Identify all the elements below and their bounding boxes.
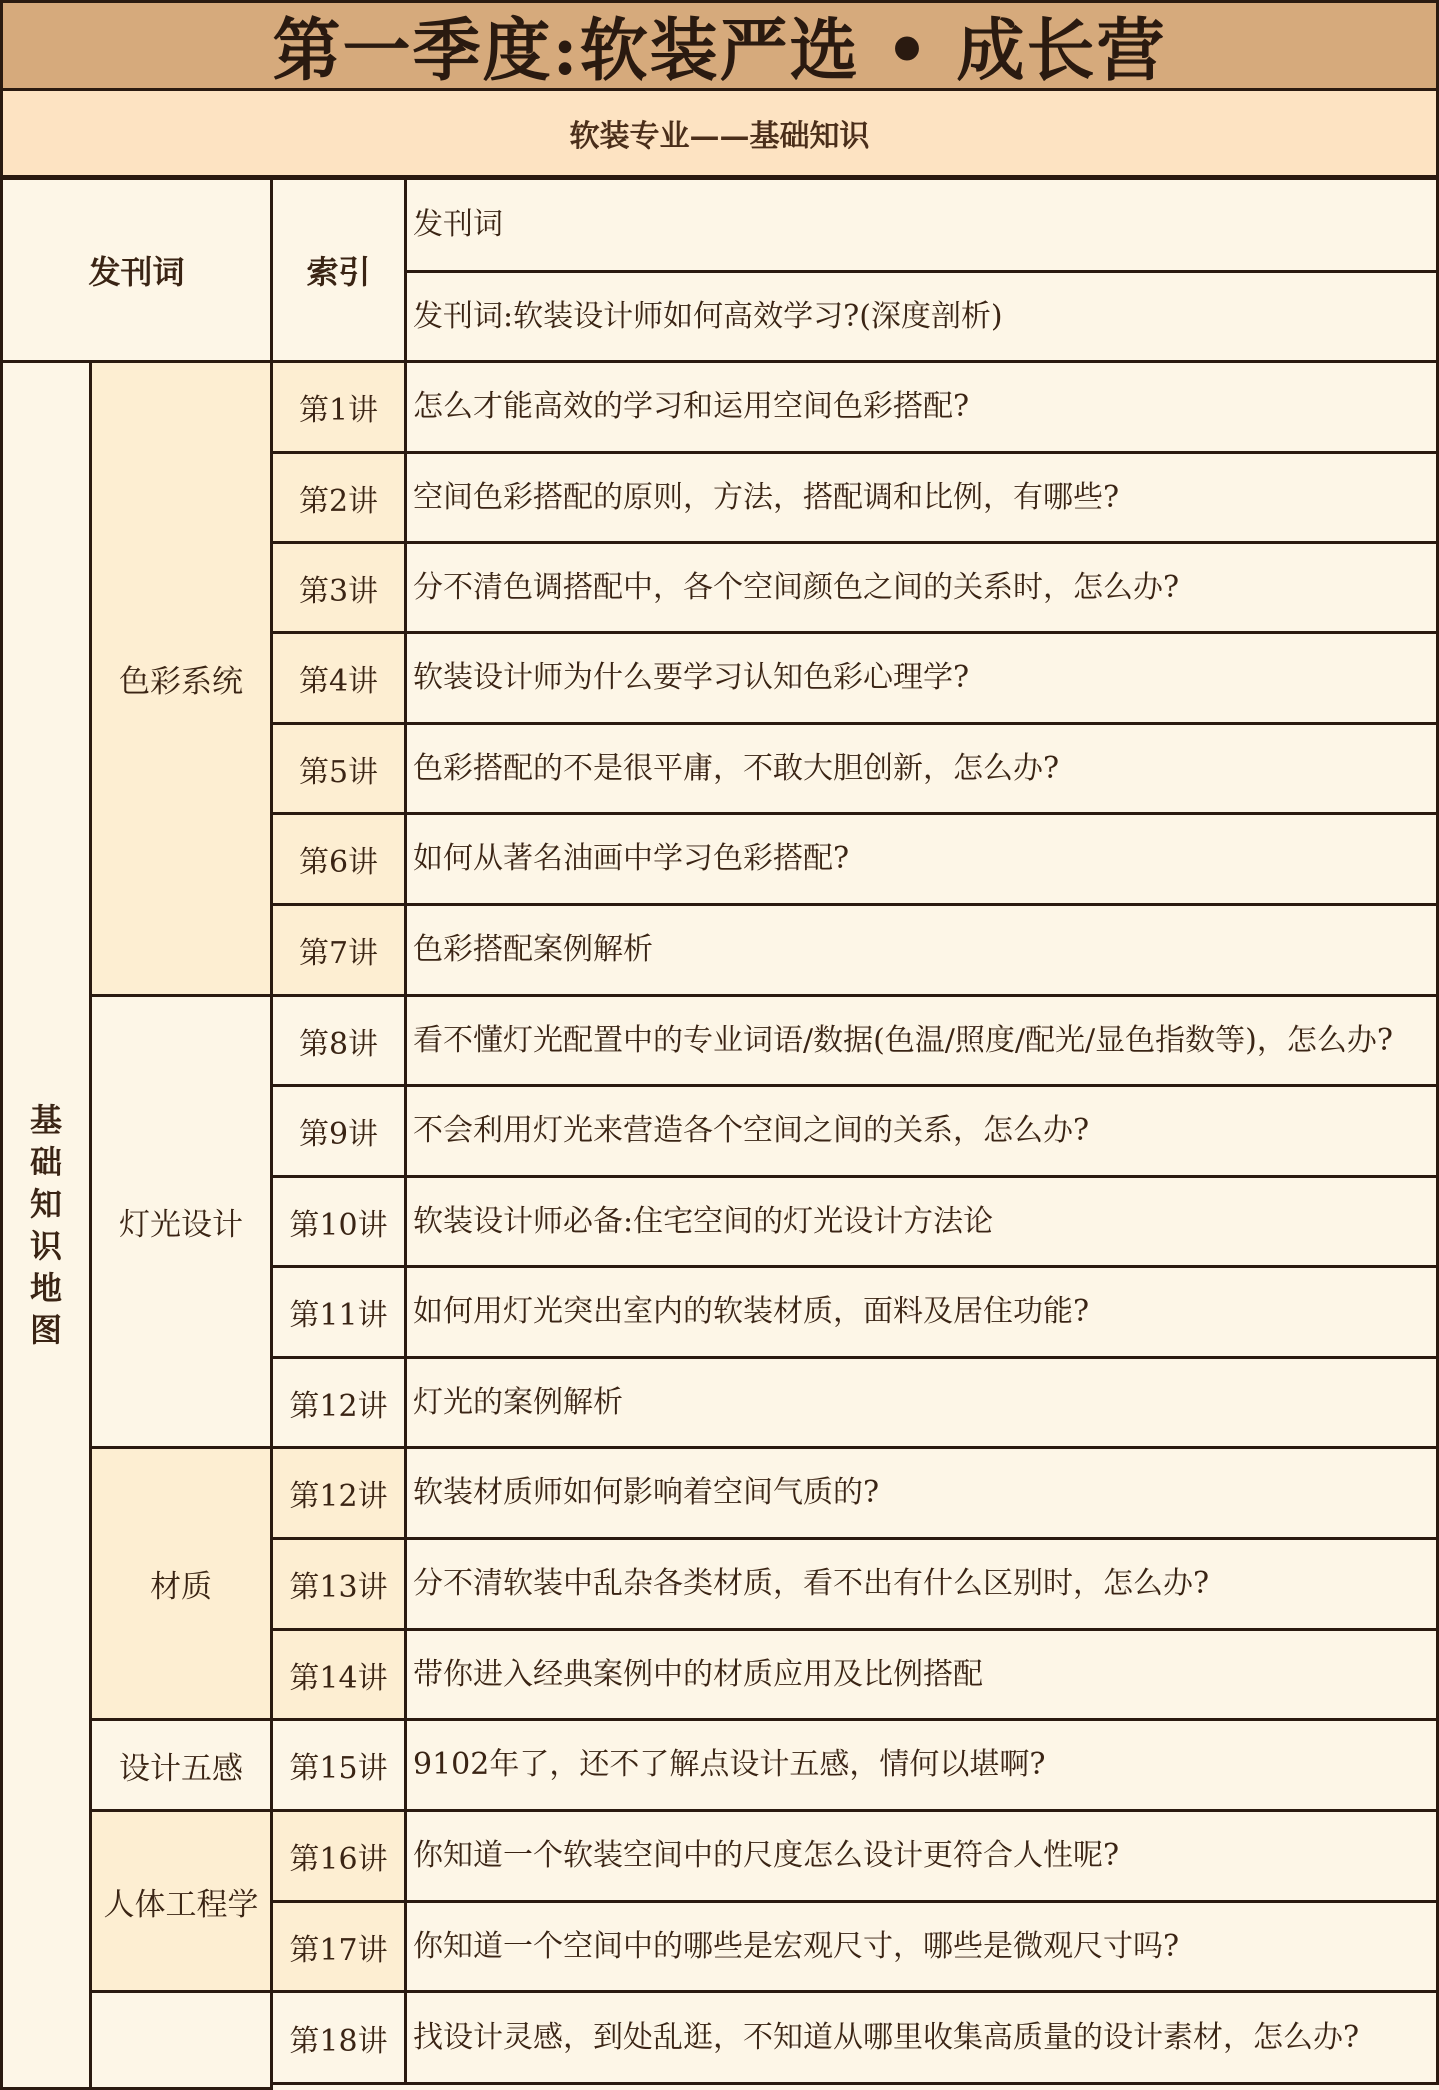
lesson-title: 你知道一个空间中的哪些是宏观尺寸，哪些是微观尺寸吗? (404, 1900, 1439, 1993)
lesson-index: 第16讲 (270, 1809, 407, 1903)
map-label-char: 图 (29, 1311, 62, 1349)
category-lighting-design: 灯光设计 (89, 994, 273, 1449)
map-label-char: 地 (29, 1269, 62, 1307)
lesson-index: 第14讲 (270, 1628, 407, 1721)
lesson-index: 第3讲 (270, 541, 407, 634)
category-ergonomics: 人体工程学 (89, 1809, 273, 1993)
preface-row: 发刊词 (404, 177, 1439, 273)
lesson-title: 软装设计师必备:住宅空间的灯光设计方法论 (404, 1175, 1439, 1268)
category-unlabeled (89, 1990, 273, 2090)
lesson-title: 看不懂灯光配置中的专业词语/数据(色温/照度/配光/显色指数等)，怎么办? (404, 994, 1439, 1087)
preface-row: 发刊词:软装设计师如何高效学习?(深度剖析) (404, 270, 1439, 363)
map-label-char: 础 (29, 1143, 62, 1181)
knowledge-map-label (0, 360, 92, 2090)
lesson-index: 第9讲 (270, 1084, 407, 1178)
lesson-index: 第10讲 (270, 1175, 407, 1268)
lesson-title: 怎么才能高效的学习和运用空间色彩搭配? (404, 360, 1439, 454)
lesson-title: 色彩搭配案例解析 (404, 903, 1439, 997)
category-five-senses: 设计五感 (89, 1718, 273, 1812)
lesson-index: 第6讲 (270, 812, 407, 906)
lesson-title: 找设计灵感，到处乱逛，不知道从哪里收集高质量的设计素材，怎么办? (404, 1990, 1439, 2085)
lesson-title: 带你进入经典案例中的材质应用及比例搭配 (404, 1628, 1439, 1721)
lesson-title: 分不清软装中乱杂各类材质，看不出有什么区别时，怎么办? (404, 1537, 1439, 1631)
map-label-char: 识 (29, 1227, 62, 1265)
lesson-index: 第1讲 (270, 360, 407, 454)
lesson-title: 如何用灯光突出室内的软装材质，面料及居住功能? (404, 1265, 1439, 1359)
lesson-index: 第18讲 (270, 1990, 407, 2085)
preface-label: 发刊词 (0, 177, 273, 363)
lesson-title: 不会利用灯光来营造各个空间之间的关系，怎么办? (404, 1084, 1439, 1178)
category-materials: 材质 (89, 1446, 273, 1721)
lesson-index: 第17讲 (270, 1900, 407, 1993)
map-label-char: 基 (29, 1101, 62, 1139)
lesson-index: 第5讲 (270, 722, 407, 815)
lesson-title: 空间色彩搭配的原则，方法，搭配调和比例，有哪些? (404, 451, 1439, 544)
page-title: 第一季度:软装严选 • 成长营 (0, 0, 1439, 91)
lesson-index: 第11讲 (270, 1265, 407, 1359)
lesson-index: 第13讲 (270, 1537, 407, 1631)
index-header: 索引 (270, 177, 407, 363)
lesson-title: 软装材质师如何影响着空间气质的? (404, 1446, 1439, 1540)
lesson-title: 如何从著名油画中学习色彩搭配? (404, 812, 1439, 906)
lesson-title: 软装设计师为什么要学习认知色彩心理学? (404, 631, 1439, 725)
lesson-index: 第15讲 (270, 1718, 407, 1812)
lesson-index: 第4讲 (270, 631, 407, 725)
section-subtitle: 软装专业——基础知识 (0, 88, 1439, 180)
map-label-char: 知 (29, 1185, 62, 1223)
lesson-title: 灯光的案例解析 (404, 1356, 1439, 1449)
lesson-index: 第12讲 (270, 1356, 407, 1449)
lesson-index: 第12讲 (270, 1446, 407, 1540)
lesson-index: 第8讲 (270, 994, 407, 1087)
lesson-index: 第2讲 (270, 451, 407, 544)
lesson-title: 分不清色调搭配中，各个空间颜色之间的关系时，怎么办? (404, 541, 1439, 634)
lesson-index: 第7讲 (270, 903, 407, 997)
lesson-title: 色彩搭配的不是很平庸，不敢大胆创新，怎么办? (404, 722, 1439, 815)
lesson-title: 9102年了，还不了解点设计五感，情何以堪啊? (404, 1718, 1439, 1812)
lesson-title: 你知道一个软装空间中的尺度怎么设计更符合人性呢? (404, 1809, 1439, 1903)
category-color-system: 色彩系统 (89, 360, 273, 997)
